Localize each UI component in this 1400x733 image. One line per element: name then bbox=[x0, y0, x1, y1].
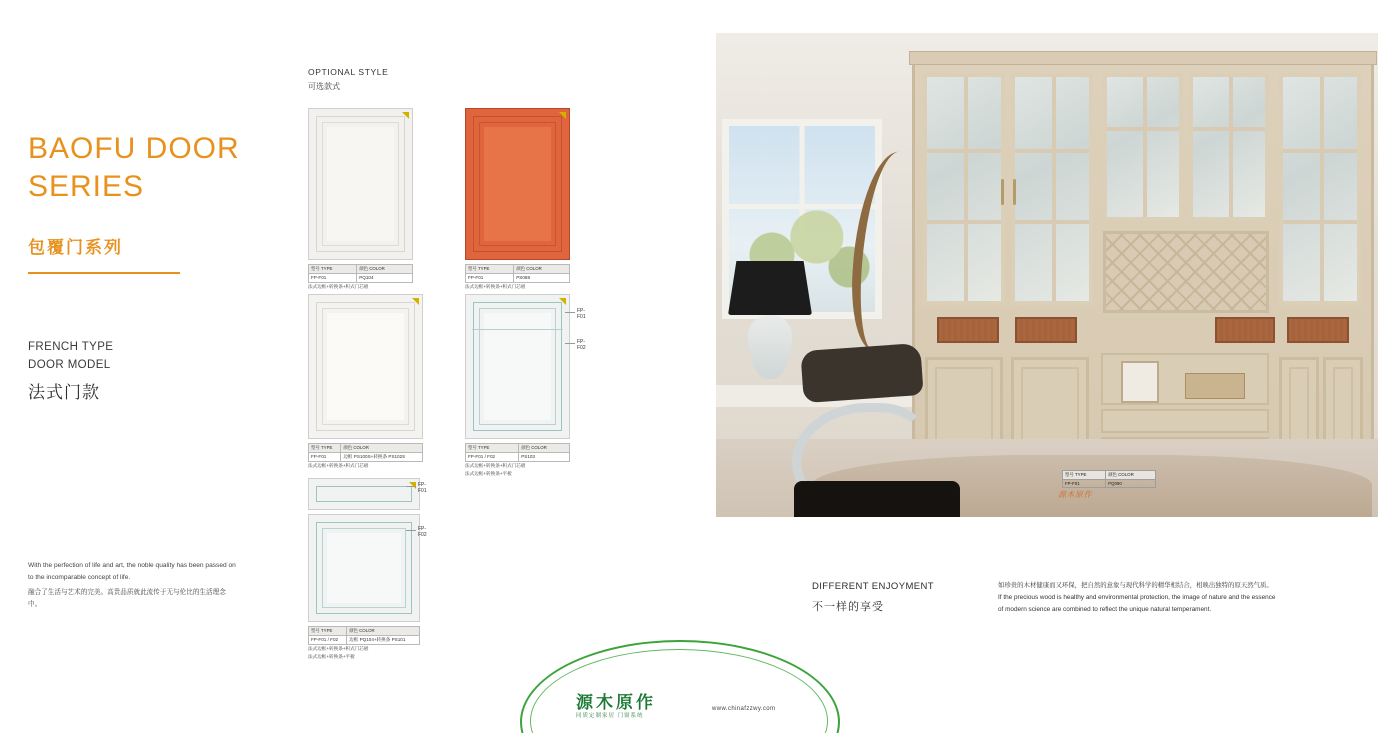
spec-header-model: 型号 TYPE bbox=[309, 265, 357, 274]
photo-handle bbox=[1001, 179, 1004, 205]
photo-cabinet-cornice bbox=[909, 51, 1377, 65]
spec-model-value: FP-F01 bbox=[466, 273, 514, 282]
door-swatch-two-tone[interactable] bbox=[465, 294, 570, 439]
door-desc-line1: 法式边框+转换条+积式门芯板 bbox=[308, 646, 369, 652]
door-desc-line2: 法式边框+转换条+平板 bbox=[308, 654, 355, 660]
door-panel-card[interactable] bbox=[465, 294, 586, 478]
corner-tag-icon bbox=[559, 112, 566, 119]
page-title-cn: 包覆门系列 bbox=[28, 237, 123, 257]
photo-spec-header-model: 型号 TYPE bbox=[1063, 471, 1106, 480]
photo-wine-rack bbox=[1103, 231, 1269, 313]
door-callout-upper: FP-F01 bbox=[418, 482, 427, 494]
photo-basket bbox=[1215, 317, 1275, 343]
spec-model-value: FP-F01 / F02 bbox=[309, 635, 347, 644]
room-photo bbox=[716, 33, 1378, 517]
company-logo bbox=[520, 640, 840, 733]
logo-website-url: www.chinafzzwy.com bbox=[712, 706, 776, 712]
door-swatch-lower-section[interactable] bbox=[308, 514, 420, 622]
photo-spec-color-value: PQ090 bbox=[1106, 480, 1156, 488]
different-enjoyment-heading-cn: 不一样的享受 bbox=[812, 601, 884, 613]
section-subtitle-en bbox=[28, 338, 113, 375]
spec-model-value: FP-F01 bbox=[309, 452, 341, 461]
door-spec-table bbox=[465, 443, 570, 462]
spec-color-value: 边框 PQ104+转换条 PS101 bbox=[347, 635, 420, 644]
body-en-line2: of modern science are combined to reflect the unique natural temperament. bbox=[998, 606, 1212, 614]
logo-tagline: 同质定制家居 门窗系统 bbox=[576, 713, 644, 719]
photo-handle bbox=[1013, 179, 1016, 205]
corner-tag-icon bbox=[402, 112, 409, 119]
photo-glass-door bbox=[923, 73, 1005, 305]
spec-color-value: PS088 bbox=[514, 273, 570, 282]
door-spec-table bbox=[308, 626, 420, 645]
photo-cushion bbox=[800, 343, 923, 403]
body-en-line1: If the precious wood is healthy and environmental protection, the image of nature and the essence bbox=[998, 594, 1276, 602]
title-divider bbox=[28, 272, 180, 274]
photo-basket bbox=[1287, 317, 1349, 343]
photo-chair bbox=[784, 403, 960, 517]
spec-model-value: FP-F01 bbox=[309, 273, 357, 282]
optional-style-heading-cn: 可选款式 bbox=[308, 82, 340, 91]
door-spec-table bbox=[308, 264, 413, 283]
photo-glass-door bbox=[1011, 73, 1093, 305]
left-paragraph-en: With the perfection of life and art, the noble quality has been passed on to the incomparable concept of life. bbox=[28, 562, 236, 581]
door-panel-card[interactable] bbox=[308, 108, 413, 291]
photo-watermark: 源木原作 bbox=[1058, 490, 1092, 499]
door-callout-lower: FP-F02 bbox=[418, 526, 427, 538]
photo-glass-door bbox=[1103, 73, 1183, 221]
spec-header-color: 颜色 COLOR bbox=[514, 265, 570, 274]
spec-header-model: 型号 TYPE bbox=[466, 265, 514, 274]
page-title: BAOFU DOOR SERIES bbox=[28, 132, 240, 204]
section-subtitle-en-line2: DOOR MODEL bbox=[28, 359, 111, 372]
spec-header-color: 颜色 COLOR bbox=[357, 265, 413, 274]
spec-header-color: 颜色 COLOR bbox=[347, 627, 420, 636]
photo-lamp-shade bbox=[728, 261, 812, 315]
spec-model-value: FP-F01 / F02 bbox=[466, 452, 519, 461]
section-subtitle-en-line1: FRENCH TYPE bbox=[28, 341, 114, 353]
left-paragraph bbox=[28, 560, 238, 610]
door-desc-line1: 法式边框+转换条+积式门芯板 bbox=[465, 463, 526, 469]
corner-tag-icon bbox=[559, 298, 566, 305]
door-swatch-cream[interactable] bbox=[308, 294, 423, 439]
door-swatch-red[interactable] bbox=[465, 108, 570, 260]
optional-style-heading-en: OPTIONAL STYLE bbox=[308, 67, 389, 77]
left-paragraph-cn: 融合了生活与艺术的完美。高贵品质就此流传于无与伦比的生活理念中。 bbox=[28, 589, 226, 608]
logo-name-cn: 源木原作 bbox=[576, 693, 656, 712]
spec-header-model: 型号 TYPE bbox=[466, 444, 519, 453]
spec-header-model: 型号 TYPE bbox=[309, 444, 341, 453]
photo-basket bbox=[1015, 317, 1077, 343]
spec-header-color: 颜色 COLOR bbox=[519, 444, 570, 453]
brand-block bbox=[28, 130, 268, 274]
photo-picture-frame bbox=[1121, 361, 1159, 403]
section-subtitle-cn: 法式门款 bbox=[28, 383, 100, 402]
door-spec-table bbox=[308, 443, 423, 462]
door-desc-line1: 法式边框+转换条+积式门芯板 bbox=[308, 463, 369, 469]
photo-spec-header-color: 颜色 COLOR bbox=[1106, 471, 1156, 480]
corner-tag-icon bbox=[412, 298, 419, 305]
spec-header-color: 颜色 COLOR bbox=[341, 444, 423, 453]
door-swatch-upper-section[interactable] bbox=[308, 478, 420, 510]
door-desc-line1: 法式边框+转换条+积式门芯板 bbox=[308, 284, 369, 290]
door-spec-table bbox=[465, 264, 570, 283]
spec-color-value: PQ104 bbox=[357, 273, 413, 282]
door-desc-line1: 法式边框+转换条+积式门芯板 bbox=[465, 284, 526, 290]
photo-display-cabinet bbox=[912, 58, 1374, 495]
photo-spec-model-value: FP-F01 bbox=[1063, 480, 1106, 488]
different-enjoyment-body bbox=[998, 580, 1384, 617]
door-panel-card[interactable] bbox=[308, 478, 427, 661]
door-desc-line2: 法式边框+转换条+平板 bbox=[465, 471, 512, 477]
door-callout-upper: FP-F01 bbox=[577, 308, 586, 320]
photo-glass-door bbox=[1189, 73, 1269, 221]
photo-box bbox=[1185, 373, 1245, 399]
door-swatch-white[interactable] bbox=[308, 108, 413, 260]
photo-spec-table bbox=[1062, 470, 1156, 488]
photo-drawer bbox=[1101, 409, 1269, 433]
door-panel-card[interactable] bbox=[308, 294, 423, 470]
spec-color-value: PS103 bbox=[519, 452, 570, 461]
door-callout-lower: FP-F02 bbox=[577, 339, 586, 351]
different-enjoyment-heading-en: DIFFERENT ENJOYMENT bbox=[812, 581, 934, 592]
body-cn: 如珍贵的木材健康而又环保，把自然的意象与现代科学的精华相结合，相映出独特的原天然气质。 bbox=[998, 582, 1273, 589]
spec-header-model: 型号 TYPE bbox=[309, 627, 347, 636]
photo-glass-door bbox=[1279, 73, 1361, 305]
photo-basket bbox=[937, 317, 999, 343]
spec-color-value: 边框 PS100S+转换条 PS102S bbox=[341, 452, 423, 461]
door-panel-card[interactable] bbox=[465, 108, 570, 291]
